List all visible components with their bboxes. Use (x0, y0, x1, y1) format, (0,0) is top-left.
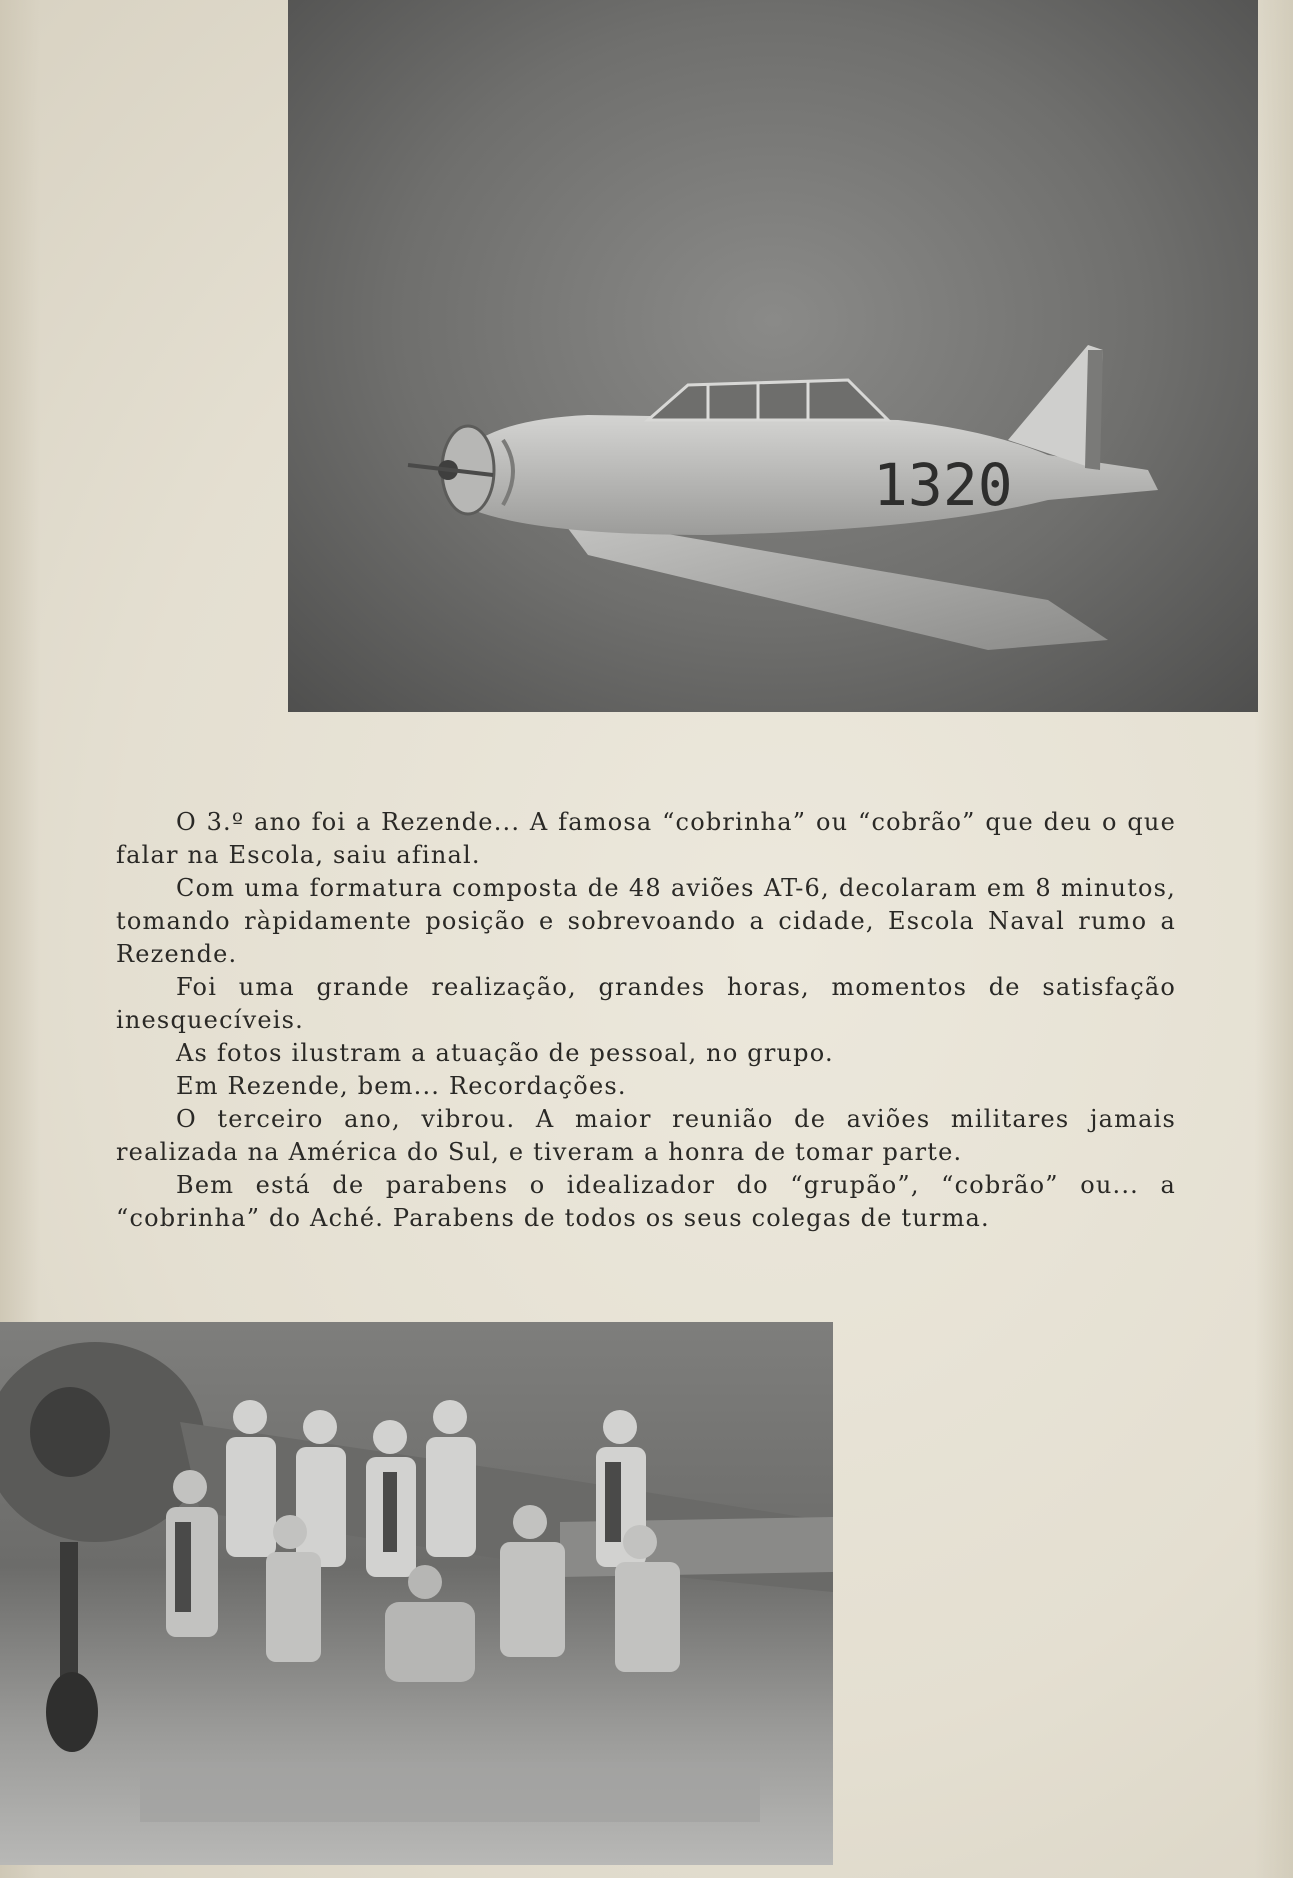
airplane-illustration (288, 0, 1258, 712)
group-photo (0, 1322, 833, 1865)
group-illustration (0, 1322, 833, 1865)
paragraph: Em Rezende, bem... Recordações. (176, 1072, 627, 1100)
paragraph: Com uma formatura composta de 48 aviões AT-6, decolaram em 8 minutos, tomando ràpidamente posição e sobrevoando a cidade, Escola Naval rumo a Rezende. (116, 874, 1176, 968)
paragraph: Foi uma grande realização, grandes horas, momentos de satisfação inesquecíveis. (116, 973, 1176, 1034)
article-text (116, 806, 1176, 1235)
paragraph: As fotos ilustram a atuação de pessoal, no grupo. (176, 1039, 834, 1067)
aircraft-number-label: 1320 (873, 451, 1013, 519)
paragraph: O terceiro ano, vibrou. A maior reunião de aviões militares jamais realizada na América do Sul, e tiveram a honra de tomar parte. (116, 1105, 1176, 1166)
paragraph: O 3.º ano foi a Rezende... A famosa “cobrinha” ou “cobrão” que deu o que falar na Escola, saiu afinal. (116, 808, 1176, 869)
page-right-edge (1255, 0, 1293, 1878)
airplane-photo (288, 0, 1258, 712)
paragraph: Bem está de parabens o idealizador do “grupão”, “cobrão” ou... a “cobrinha” do Aché. Parabens de todos os seus colegas de turma. (116, 1171, 1176, 1232)
